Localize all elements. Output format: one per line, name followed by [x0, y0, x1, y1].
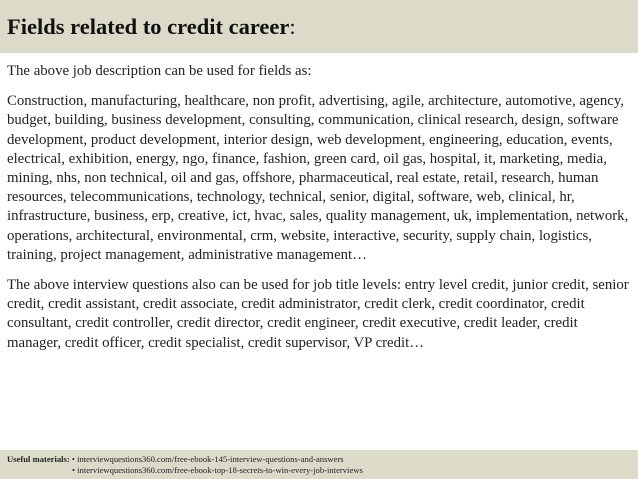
footer-link-1[interactable]: • interviewquestions360.com/free-ebook-145-interview-questions-and-answers — [71, 454, 344, 464]
footer-link-2[interactable]: • interviewquestions360.com/free-ebook-top-18-secrets-to-win-every-job-interviews — [72, 465, 363, 475]
footer: Useful materials: • interviewquestions360.com/free-ebook-145-interview-questions-and-answers • interviewquestions360.com/free-ebook-top-18-secrets-to-win-every-job-interviews — [7, 454, 363, 475]
slide-content — [7, 62, 635, 353]
footer-label: Useful materials — [7, 454, 67, 464]
slide-title: Fields related to credit career: — [7, 14, 296, 39]
fields-list: Construction, manufacturing, healthcare, non profit, advertising, agile, architecture, automotive, agency, budget, building, business development, consulting, communication, clinical research, design, software development, product development, interior design, web development, engineering, education, events, electrical, exhibition, energy, ngo, finance, fashion, green card, oil gas, hospital, it, marketing, media, mining, nhs, non technical, oil and gas, offshore, pharmaceutical, real estate, retail, research, human resources, telecommunications, technology, technical, senior, digital, software, web, clinical, hr, infrastructure, business, erp, creative, ict, hvac, sales, quality management, uk, implementation, network, operations, architectural, environmental, crm, website, interactive, security, supply chain, logistics, training, project management, administrative management… — [7, 93, 629, 263]
intro-text: The above job description can be used for fields as: — [7, 63, 312, 79]
job-levels-text: The above interview questions also can be used for job title levels: entry level credit, junior credit, senior credit, credit assistant, credit associate, credit administrator, credit clerk, credit coordinator, credit consultant, credit controller, credit director, credit engineer, credit executive, credit leader, credit manager, credit officer, credit specialist, credit supervisor, VP credit… — [7, 277, 629, 351]
